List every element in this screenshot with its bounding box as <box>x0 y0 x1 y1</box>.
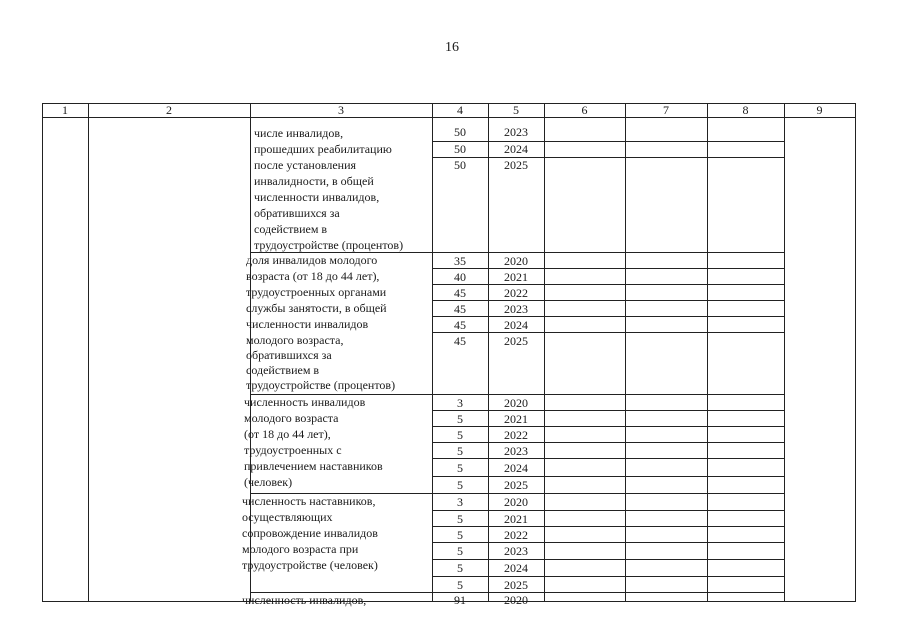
indicator-text-line: после установления <box>254 158 357 172</box>
year-cell: 2024 <box>504 318 528 332</box>
header-col-8: 8 <box>742 103 749 117</box>
indicator-text-line: трудоустроенных с <box>244 443 342 457</box>
indicator-text-line: привлечением наставников <box>244 459 383 473</box>
value-cell: 3 <box>457 495 463 509</box>
year-cell: 2022 <box>504 528 528 542</box>
indicator-text-line: численность инвалидов <box>244 395 366 409</box>
value-cell: 91 <box>454 593 466 607</box>
year-cell: 2025 <box>504 578 528 592</box>
indicator-text-line: числе инвалидов, <box>254 126 344 140</box>
year-cell: 2024 <box>504 561 528 575</box>
header-col-7: 7 <box>663 103 669 117</box>
year-cell: 2024 <box>504 142 528 156</box>
indicator-text-line: трудоустроенных органами <box>246 285 387 299</box>
indicator-text-line: содействием в <box>254 222 328 236</box>
year-cell: 2021 <box>504 270 528 284</box>
indicator-text-line: численность инвалидов, <box>242 593 367 607</box>
value-cell: 3 <box>457 396 463 410</box>
value-cell: 45 <box>454 286 466 300</box>
indicator-text-line: содействием в <box>246 363 320 377</box>
indicator-text-line: молодого возраста <box>244 411 339 425</box>
year-cell: 2024 <box>504 461 528 475</box>
header-col-6: 6 <box>581 103 588 117</box>
indicator-text-line: численности инвалидов <box>246 317 369 331</box>
header-col-2: 2 <box>166 103 172 117</box>
value-cell: 50 <box>454 158 466 172</box>
header-col-3: 3 <box>338 103 344 117</box>
indicator-text-line: осуществляющих <box>242 510 333 524</box>
value-cell: 45 <box>454 334 466 348</box>
value-cell: 45 <box>454 302 466 316</box>
year-cell: 2020 <box>504 593 528 607</box>
indicator-text-line: численности инвалидов, <box>254 190 380 204</box>
value-cell: 5 <box>457 428 463 442</box>
header-col-5: 5 <box>513 103 519 117</box>
header-col-4: 4 <box>457 103 463 117</box>
year-cell: 2020 <box>504 495 528 509</box>
value-cell: 5 <box>457 578 463 592</box>
indicator-text-line: молодого возраста при <box>242 542 359 556</box>
value-cell: 5 <box>457 561 463 575</box>
value-cell: 5 <box>457 444 463 458</box>
value-cell: 5 <box>457 478 463 492</box>
year-cell: 2025 <box>504 478 528 492</box>
indicator-text-line: службы занятости, в общей <box>246 301 387 315</box>
indicator-text-line: прошедших реабилитацию <box>254 142 392 156</box>
header-col-1: 1 <box>62 103 68 117</box>
indicator-text-line: трудоустройстве (процентов) <box>254 238 404 252</box>
indicator-text-line: трудоустройстве (человек) <box>242 558 378 572</box>
indicator-text-line: возраста (от 18 до 44 лет), <box>246 269 380 283</box>
header-col-9: 9 <box>816 103 823 117</box>
page-number: 16 <box>445 40 459 55</box>
value-cell: 35 <box>454 254 466 268</box>
indicator-text-line: обратившихся за <box>254 206 340 220</box>
year-cell: 2020 <box>504 396 528 410</box>
value-cell: 50 <box>454 125 466 139</box>
value-cell: 5 <box>457 512 463 526</box>
year-cell: 2021 <box>504 512 528 526</box>
value-cell: 5 <box>457 528 463 542</box>
year-cell: 2023 <box>504 302 528 316</box>
indicator-text-line: (человек) <box>244 475 293 489</box>
value-cell: 45 <box>454 318 466 332</box>
indicator-text-line: доля инвалидов молодого <box>246 253 378 267</box>
year-cell: 2023 <box>504 444 528 458</box>
value-cell: 40 <box>454 270 466 284</box>
indicator-text-line: обратившихся за <box>246 348 332 362</box>
indicator-text-line: сопровождение инвалидов <box>242 526 378 540</box>
value-cell: 5 <box>457 412 463 426</box>
indicator-text-line: (от 18 до 44 лет), <box>244 427 331 441</box>
value-cell: 5 <box>457 544 463 558</box>
year-cell: 2022 <box>504 286 528 300</box>
year-cell: 2023 <box>504 544 528 558</box>
indicator-text-line: численность наставников, <box>242 494 376 508</box>
indicator-text-line: молодого возраста, <box>246 333 344 347</box>
indicator-text-line: инвалидности, в общей <box>254 174 374 188</box>
indicator-text-line: трудоустройстве (процентов) <box>246 378 396 392</box>
value-cell: 50 <box>454 142 466 156</box>
year-cell: 2023 <box>504 125 528 139</box>
year-cell: 2020 <box>504 254 528 268</box>
year-cell: 2025 <box>504 158 528 172</box>
year-cell: 2025 <box>504 334 528 348</box>
value-cell: 5 <box>457 461 463 475</box>
year-cell: 2022 <box>504 428 528 442</box>
year-cell: 2021 <box>504 412 528 426</box>
